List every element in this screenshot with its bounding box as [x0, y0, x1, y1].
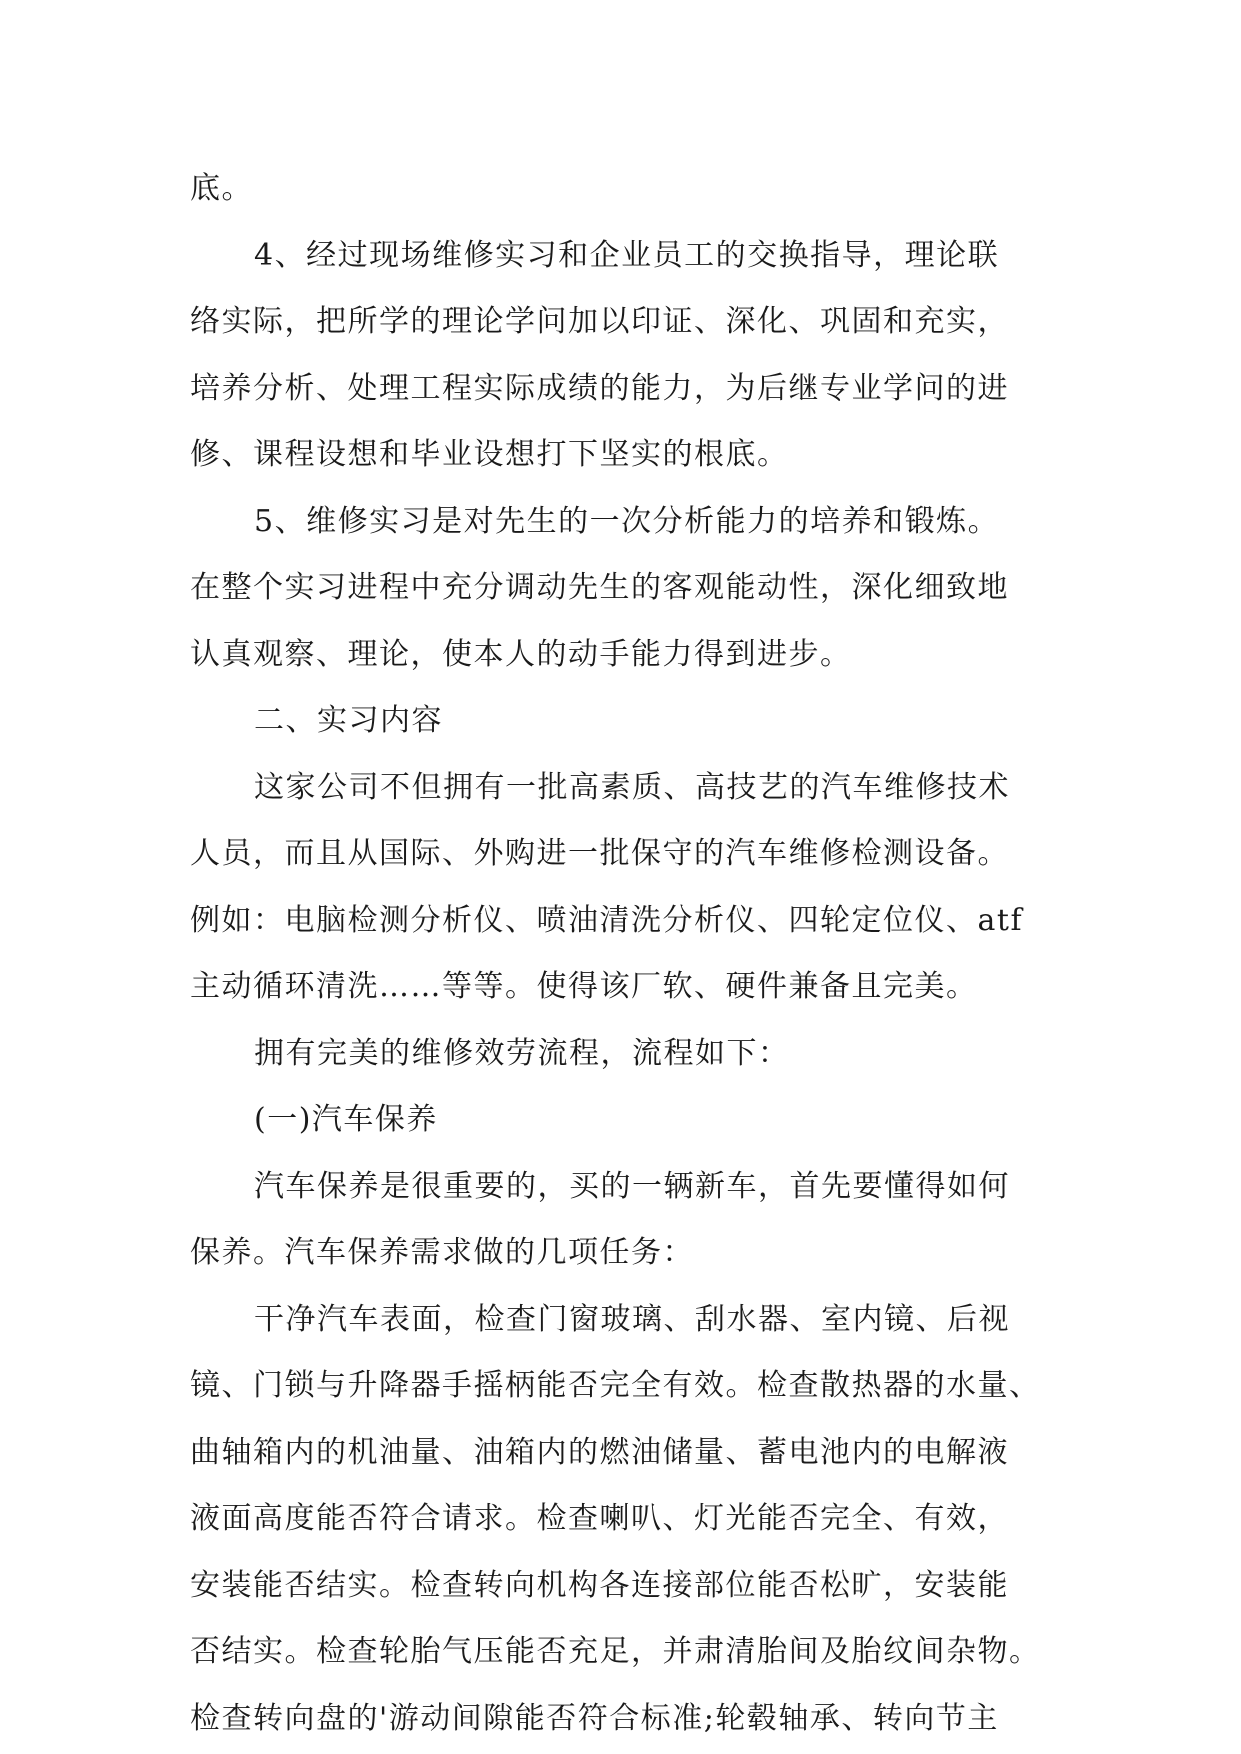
text-line: 培养分析、处理工程实际成绩的能力，为后继专业学问的进 — [190, 370, 1009, 406]
text-line: 人员，而且从国际、外购进一批保守的汽车维修检测设备。 — [190, 836, 1009, 871]
section-heading: 二、实习内容 — [254, 703, 443, 738]
document-body — [190, 156, 1052, 1752]
text-line: 汽车保养是很重要的，买的一辆新车，首先要懂得如何 — [254, 1168, 1010, 1204]
text-line: 底。 — [190, 171, 253, 206]
text-line: 认真观察、理论，使本人的动手能力得到进步。 — [190, 636, 852, 672]
text-line: 络实际，把所学的理论学问加以印证、深化、巩固和充实， — [190, 304, 1009, 339]
text-line: 4、经过现场维修实习和企业员工的交换指导，理论联 — [254, 237, 1000, 273]
text-line: 干净汽车表面，检查门窗玻璃、刮水器、室内镜、后视 — [254, 1301, 1010, 1337]
text-line: 液面高度能否符合请求。检查喇叭、灯光能否完全、有效， — [190, 1501, 1009, 1536]
text-line: 检查转向盘的'游动间隙能否符合标准;轮毂轴承、转向节主 — [190, 1700, 999, 1736]
text-line: 主动循环清洗……等等。使得该厂软、硬件兼备且完美。 — [190, 969, 978, 1004]
text-line: 修、课程设想和毕业设想打下坚实的根底。 — [190, 437, 789, 472]
subsection-heading: (一)汽车保养 — [254, 1102, 438, 1137]
text-line: 否结实。检查轮胎气压能否充足，并肃清胎间及胎纹间杂物。 — [190, 1634, 1041, 1669]
text-line: 保养。汽车保养需求做的几项任务： — [190, 1235, 694, 1270]
text-line: 曲轴箱内的机油量、油箱内的燃油储量、蓄电池内的电解液 — [190, 1434, 1009, 1470]
text-line: 例如：电脑检测分析仪、喷油清洗分析仪、四轮定位仪、atf — [190, 902, 1024, 938]
text-line: 在整个实习进程中充分调动先生的客观能动性，深化细致地 — [190, 570, 1009, 605]
text-line: 这家公司不但拥有一批高素质、高技艺的汽车维修技术 — [254, 769, 1010, 805]
text-line: 拥有完美的维修效劳流程，流程如下： — [254, 1035, 790, 1071]
text-line: 5、维修实习是对先生的一次分析能力的培养和锻炼。 — [254, 503, 1000, 539]
text-line: 安装能否结实。检查转向机构各连接部位能否松旷，安装能 — [190, 1567, 1009, 1603]
text-line: 镜、门锁与升降器手摇柄能否完全有效。检查散热器的水量、 — [190, 1368, 1041, 1403]
